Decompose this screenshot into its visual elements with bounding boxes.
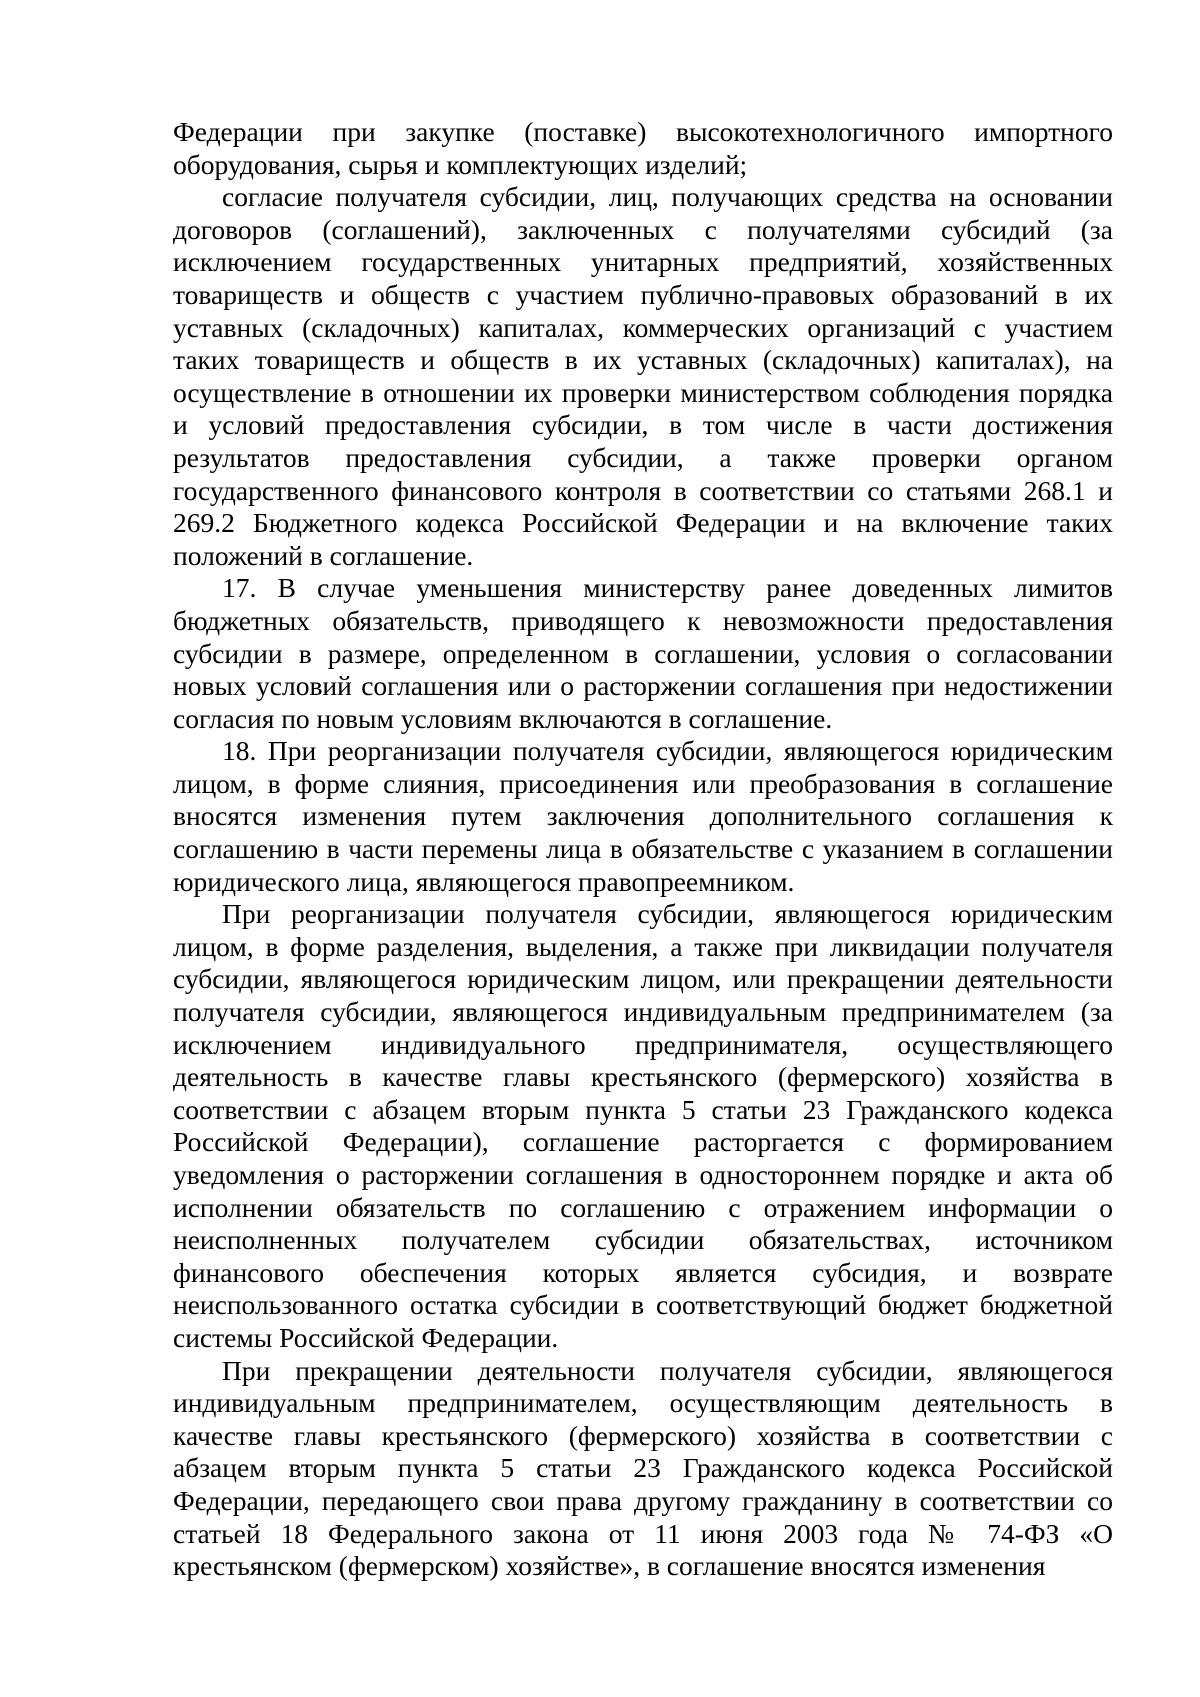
document-body [173,116,1113,1583]
paragraph-farm-head-termination: При прекращении деятельности получателя субсидии, являющегося индивидуальным предпринимателем, осуществляющим деятельность в качестве главы крестьянского (фермерского) хозяйства в соответствии с абзацем вторым пункта 5 статьи 23 Гражданского кодекса Российской Федерации, передающего свои права другому гражданину в соответствии со статьей 18 Федерального закона от 11 июня 2003 года № 74-ФЗ «О крестьянском (фермерском) хозяйстве», в соглашение вносятся изменения [173,1354,1113,1582]
paragraph-consent: согласие получателя субсидии, лиц, получающих средства на основании договоров (соглашений), заключенных с получателями субсидий (за исключением государственных унитарных предприятий, хозяйственных товариществ и обществ с участием публично-правовых образований в их уставных (складочных) капиталах, коммерческих организаций с участием таких товариществ и обществ в их уставных (складочных) капиталах), на осуществление в отношении их проверки министерством соблюдения порядка и условий предоставления субсидии, в том числе в части достижения результатов предоставления субсидии, а также проверки органом государственного финансового контроля в соответствии со статьями 268.1 и 269.2 Бюджетного кодекса Российской Федерации и на включение таких положений в соглашение. [173,181,1113,571]
paragraph-continuation: Федерации при закупке (поставке) высокотехнологичного импортного оборудования, сырья и комплектующих изделий; [173,116,1113,180]
paragraph-reorganization-termination: При реорганизации получателя субсидии, являющегося юридическим лицом, в форме разделения, выделения, а также при ликвидации получателя субсидии, являющегося юридическим лицом, или прекращении деятельности получателя субсидии, являющегося индивидуальным предпринимателем (за исключением индивидуального предпринимателя, осуществляющего деятельность в качестве главы крестьянского (фермерского) хозяйства в соответствии с абзацем вторым пункта 5 статьи 23 Гражданского кодекса Российской Федерации), соглашение расторгается с формированием уведомления о расторжении соглашения в одностороннем порядке и акта об исполнении обязательств по соглашению с отражением информации о неисполненных получателем субсидии обязательствах, источником финансового обеспечения которых является субсидия, и возврате неиспользованного остатка субсидии в соответствующий бюджет бюджетной системы Российской Федерации. [173,898,1113,1353]
paragraph-clause-17: 17. В случае уменьшения министерству ранее доведенных лимитов бюджетных обязательств, приводящего к невозможности предоставления субсидии в размере, определенном в соглашении, условия о согласовании новых условий соглашения или о расторжении соглашения при недостижении согласия по новым условиям включаются в соглашение. [173,572,1113,734]
paragraph-clause-18: 18. При реорганизации получателя субсидии, являющегося юридическим лицом, в форме слияния, присоединения или преобразования в соглашение вносятся изменения путем заключения дополнительного соглашения к соглашению в части перемены лица в обязательстве с указанием в соглашении юридического лица, являющегося правопреемником. [173,735,1113,897]
